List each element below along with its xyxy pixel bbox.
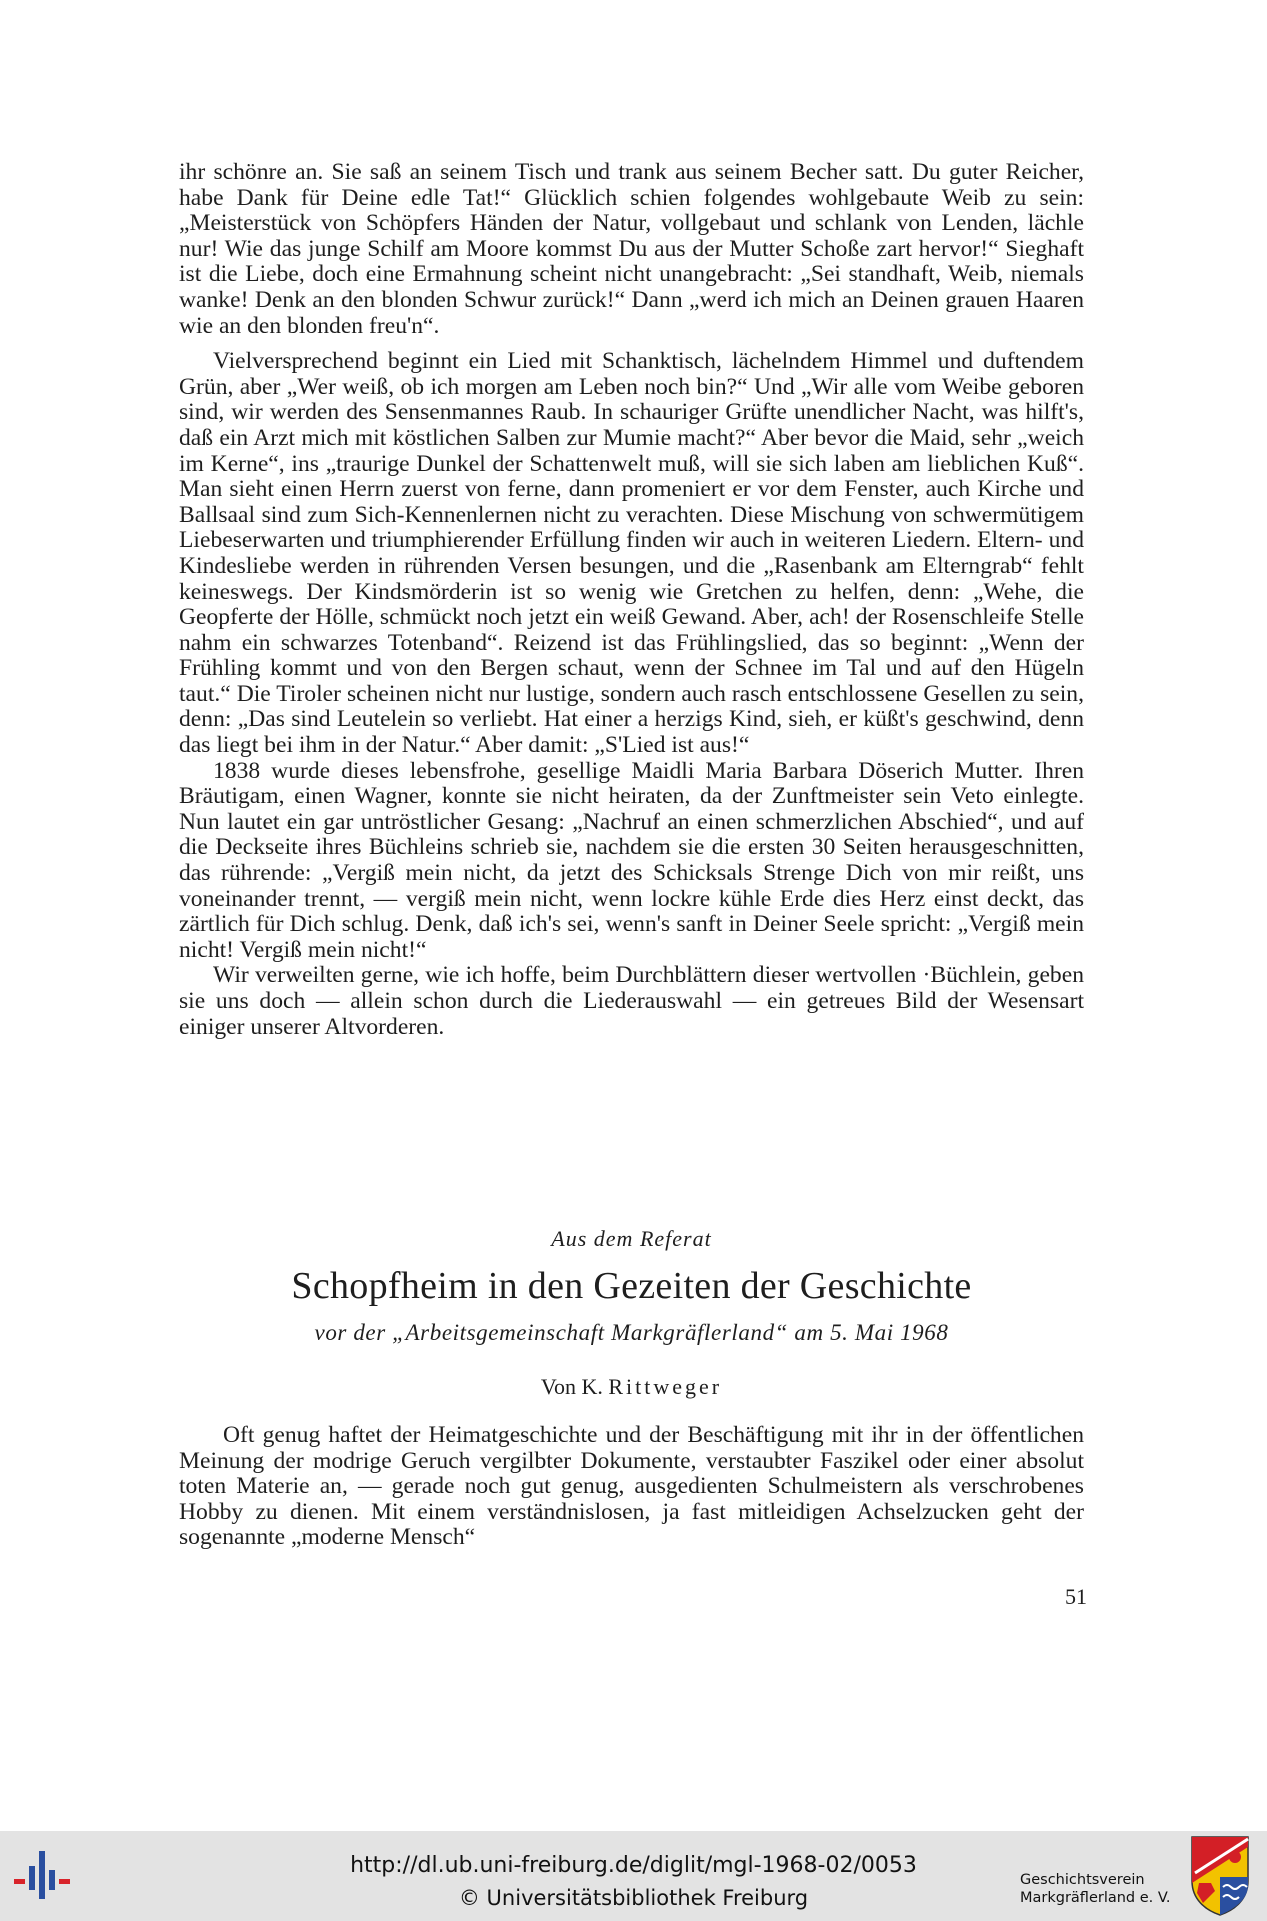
body-paragraph: Vielversprechend beginnt ein Lied mit Schanktisch, lächelndem Himmel und duftendem Grün, aber „Wer weiß, ob ich morgen am Leben noch bin?“ Und „Wir alle vom Weibe geboren sind, wir werden des Sensenmannes Raub. In schauriger Grüfte unendlicher Nacht, was hilft's, daß ein Arzt mich mit köstlichen Salben zur Mumie macht?“ Aber bevor die Maid, sehr „weich im Kerne“, ins „traurige Dunkel der Schattenwelt muß, will sie sich laben am lieblichen Kuß“. Man sieht einen Herrn zuerst von ferne, dann promeniert er vor dem Fenster, auch Kirche und Ballsaal sind zum Sich-Kennenlernen nicht zu verachten. Diese Mischung von schwermütigem Liebeserwarten und triumphierender Erfüllung finden wir auch in weiteren Liedern. Eltern- und Kindesliebe werden in rührenden Versen besungen, und die „Rasenbank am Elterngrab“ fehlt keineswegs. Der Kindsmörderin ist so wenig wie Gretchen zu helfen, denn: „Wehe, die Geopferte der Hölle, schmückt noch jetzt ein weiß Gewand. Aber, ach! der Rosenschleife Stelle nahm ein schwarzes Totenband“. Reizend ist das Frühlingslied, das so beginnt: „Wenn der Frühling kommt und von den Bergen schaut, wenn der Schnee im Tal und auf den Hügeln taut.“ Die Tiroler scheinen nicht nur lustige, sondern auch rasch entschlossene Gesellen zu sein, denn: „Das sind Leutelein so verliebt. Hat einer a herzigs Kind, sieh, er küßt's geschwind, denn das liegt bei ihm in der Natur.“ Aber damit: „S'Lied ist aus!“ [179,348,1084,759]
footer-url-link[interactable]: http://dl.ub.uni-freiburg.de/diglit/mgl-1968-02/0053 [350,1853,917,1878]
footer-copyright: © Universitätsbibliothek Freiburg [458,1886,809,1910]
page-number: 51 [1065,1584,1087,1609]
article-byline [179,1374,1084,1400]
coat-of-arms-icon [1189,1833,1251,1917]
body-paragraph: Wir verweilten gerne, wie ich hoffe, beim Durchblättern dieser wertvollen ·Büchlein, geben sie uns doch — allein schon durch die Liederauswahl — ein getreues Bild der Wesensart einiger unserer Altvorderen. [179,962,1084,1040]
byline-author: Rittweger [608,1374,723,1399]
main-text-column [179,160,1084,1040]
footer-bar [0,1831,1267,1921]
article-text [179,1423,1084,1551]
society-name [1020,1871,1182,1907]
body-paragraph: ihr schönre an. Sie saß an seinem Tisch und trank aus seinem Becher satt. Du guter Reicher, habe Dank für Deine edle Tat!“ Glücklich schien folgendes wohlgebaute Weib zu sein: „Meisterstück von Schöpfers Händen der Natur, vollgebaut und schlank von Lenden, lächle nur! Wie das junge Schilf am Moore kommst Du aus der Mutter Schoße zart hervor!“ Sieghaft ist die Liebe, doch eine Ermahnung scheint nicht unangebracht: „Sei standhaft, Weib, niemals wanke! Denk an den blonden Schwur zurück!“ Dann „werd ich mich an Deinen grauen Haaren wie an den blonden freu'n“. [179,159,1084,339]
article-title: Schopfheim in den Gezeiten der Geschichte [291,1265,972,1307]
society-name-line: Markgräflerland e. V. [1020,1890,1171,1906]
article-subtitle: vor der „Arbeitsgemeinschaft Markgräflerland“ am 5. Mai 1968 [314,1320,949,1345]
society-name-line: Geschichtsverein [1020,1872,1145,1888]
byline-prefix: Von K. [540,1374,603,1399]
body-paragraph: 1838 wurde dieses lebensfrohe, gesellige Maidli Maria Barbara Döserich Mutter. Ihren Bräutigam, einen Wagner, konnte sie nicht heiraten, da der Zunftmeister sein Veto einlegte. Nun lautet ein gar untröstlicher Gesang: „Nachruf an einen schmerzlichen Abschied“, und auf die Deckseite ihres Büchleins schrieb sie, nachdem sie die ersten 30 Seiten herausgeschnitten, das rührende: „Vergiß mein nicht, da jetzt des Schicksals Strenge Dich von mir reißt, uns voneinander trennt, — vergiß mein nicht, wenn lockre kühle Erde dies Herz einst deckt, das zärtlich für Dich schlug. Denk, daß ich's sei, wenn's sanft in Deiner Seele spricht: „Vergiß mein nicht! Vergiß mein nicht!“ [179,757,1084,963]
article-kicker: Aus dem Referat [551,1226,712,1251]
article-paragraph: Oft genug haftet der Heimatgeschichte und der Beschäftigung mit ihr in der öffentlichen Meinung der modrige Geruch vergilbter Dokumente, verstaubter Faszikel oder einer absolut toten Materie an, — gerade noch gut genug, ausgedienten Schulmeistern als verschrobenes Hobby zu dienen. Mit einem verständnislosen, ja fast mitleidigen Achselzucken geht der sogenannte „moderne Mensch“ [179,1422,1084,1551]
